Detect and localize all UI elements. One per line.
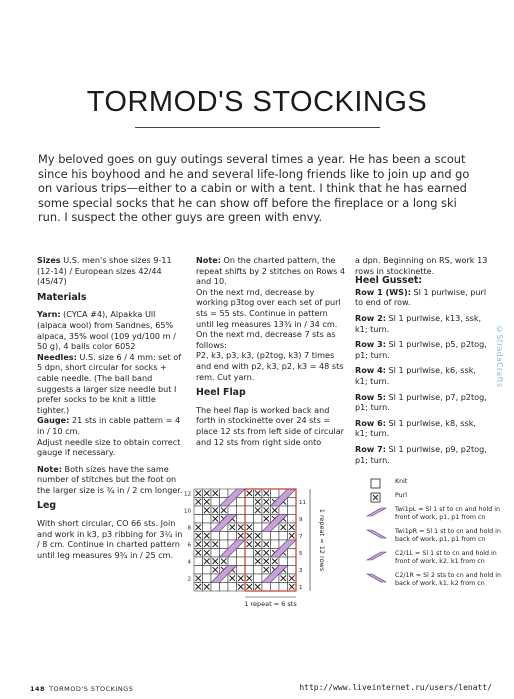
chart-cell [237,506,246,515]
chart-cell [228,557,237,566]
decrease-sequence: P2, k3, p3, k3, (p2tog, k3) 7 times and end with p2, k3, p2, k3 = 48 sts rem. Cut yarn. [196,350,344,382]
row-number-right: 3 [299,568,303,574]
leg-heading: Leg [37,500,57,512]
chart-cell [237,549,246,558]
gauge-note: Adjust needle size to obtain correct gauge if necessary. [37,436,181,458]
legend-text: Twi1pL = Sl 1 st to cn and hold in front of work, p1, p1 from cn [395,506,500,521]
heel-flap-paragraph: The heel flap is worked back and forth in stockinette over 24 sts = place 12 sts from left side of circular and 12 sts from right side onto [196,404,344,447]
leg-paragraph: With short circular, CO 66 sts. Join and work in k3, p3 ribbing for 3¼ in / 8 cm. Continue in charted pattern until leg measures 9¾ in / 25 cm. [37,518,183,560]
yarn-paragraph [37,309,187,351]
heel-flap-heading: Heel Flap [196,387,246,399]
chart-cell [203,574,212,583]
chart-cell [220,532,229,541]
legend-item [355,572,505,588]
chart-cell [237,557,246,566]
gusset-row-text: Sl 1 purlwise, k13, ssk, k1; turn. [355,312,482,334]
gusset-row-text: Sl 1 purlwise, purl to end of row. [355,286,487,308]
chart-cell [262,583,271,592]
chart-cell [262,532,271,541]
row-repeat-label: 1 repeat = 12 rows [318,508,326,572]
chart-cell [245,515,254,524]
row-number-right: 5 [299,551,303,557]
chart-cell [254,574,263,583]
chart-cell [194,515,203,524]
chart-cell [245,498,254,507]
chart-cell [254,566,263,575]
gusset-row [355,287,490,308]
gusset-row-label: Row 4: [355,365,386,376]
row-number-left: 4 [187,559,191,566]
decrease-paragraph: On the next rnd, decrease by working p3tog over each set of purl sts = 55 sts. Continue in pattern until leg measures 13¾ in / 34 cm. On the next rnd, decrease 7 sts as follows: [196,286,341,350]
legend-text: C2/1L = Sl 1 st to cn and hold in front of work, k2, k1 from cn [395,550,497,565]
gusset-row-text: Sl 1 purlwise, k8, ssk, k1; turn. [355,417,476,439]
yarn-text: (CYCA #4), Alpakka Ull (alpaca wool) from Sandnes, 65% alpaca, 35% wool (109 yd/100 m / 50 g), 4 balls color 6052 [37,309,176,352]
row-number-left: 8 [187,525,191,532]
chart-cell [279,532,288,541]
chart-note-paragraph [196,255,346,287]
chart-cell [288,566,297,575]
gauge-label: Gauge: [37,415,70,426]
gauge-text: 21 sts in cable pattern = 4 in / 10 cm. [37,415,181,436]
legend-item [355,550,505,566]
chart-cell [228,583,237,592]
gusset-row-label: Row 5: [355,391,386,402]
chart-cell [237,515,246,524]
gusset-row [355,339,490,360]
gusset-row-label: Row 3: [355,339,386,350]
chart-cell [228,506,237,515]
chart-cell [254,515,263,524]
watermark: ©StradaCrafts [495,325,504,388]
chart-cell [279,557,288,566]
chart-cell [271,532,280,541]
gusset-row-label: Row 2: [355,312,386,323]
chart-cell [279,506,288,515]
gusset-row [355,313,490,334]
row-number-left: 2 [187,576,191,583]
heel-gusset-heading: Heel Gusset: [355,275,423,287]
gusset-row-text: Sl 1 purlwise, p5, p2tog, p1; turn. [355,339,487,360]
note-label: Note: [37,463,62,474]
row-number-left: 10 [184,508,191,515]
chart-note-text: On the charted pattern, the repeat shifts by 2 stitches on Rows 4 and 10. [196,255,346,287]
materials-heading: Materials [37,291,87,303]
chart-cell [211,549,220,558]
legend-item [355,528,505,544]
gusset-row-text: Sl 1 purlwise, p9, p2tog, p1; turn. [355,443,487,465]
cable-c2l-icon [365,550,387,562]
source-url: http://www.liveinternet.ru/users/lenatt/ [299,683,492,692]
chart-cell [211,498,220,507]
chart-cell [220,540,229,549]
chart-cell [203,566,212,575]
legend-symbol [365,492,387,507]
gusset-row-text: Sl 1 purlwise, p7, p2tog, p1; turn. [355,391,487,413]
needles-text: U.S. size 6 / 4 mm: set of 5 dpn, short circular for socks + cable needle. (The ball band suggests a larger size needle but I prefer socks to be knit a little tighter.) [37,351,182,415]
chart-cell [288,498,297,507]
cable-c2r-icon [365,572,387,584]
gusset-row [355,418,490,439]
row-number-right: 1 [299,585,303,591]
chart-cell [228,532,237,541]
legend-text: Purl [395,492,408,499]
legend-item [355,492,505,500]
chart-cell [288,506,297,515]
chart-cell [245,549,254,558]
column-left [37,255,187,566]
legend-symbol [365,478,387,493]
chart-cell [194,566,203,575]
legend-item [355,506,505,522]
gusset-row [355,365,490,386]
knit-square-icon [365,478,387,490]
chart-cell [271,583,280,592]
legend-text: Knit [395,478,408,485]
cable-twist-left-icon [365,506,387,518]
row-number-right: 11 [299,500,306,506]
legend-symbol [365,550,387,565]
stitch-repeat-label: 1 repeat = 6 sts [244,600,297,608]
chart-cell [211,532,220,541]
chart-cell [220,583,229,592]
chart-cell [211,583,220,592]
chart-cell [237,498,246,507]
chart-cell [288,549,297,558]
column-right [355,255,490,470]
gusset-row-text: Sl 1 purlwise, k6, ssk, k1; turn. [355,365,476,386]
legend-symbol [365,528,387,543]
footer-title: TORMOD'S STOCKINGS [49,685,134,693]
gusset-row [355,444,490,465]
legend-item [355,478,505,486]
chart-cell [245,506,254,515]
row-number-right: 7 [299,534,303,540]
column-middle [196,255,346,453]
note-text: Both sizes have the same number of stitches but the foot on the larger size is ¾ in / 2 cm longer. [37,463,183,495]
gusset-row-label: Row 7: [355,443,386,454]
title-rule [135,127,380,128]
yarn-label: Yarn: [37,309,61,320]
row-number-right: 9 [299,517,303,523]
legend-text: C2/1R = Sl 2 sts to cn and hold in back of work, k1, k2 from cn [395,572,501,587]
cable-twist-right-icon [365,528,387,540]
gauge-paragraph [37,415,187,436]
chart-cell [279,583,288,592]
chart-cell [194,506,203,515]
cable-chart [182,485,352,615]
gusset-row-label: Row 1 (WS): [355,286,411,297]
row-number-left: 12 [184,491,191,498]
legend-symbol [365,506,387,521]
note-paragraph [37,464,187,496]
legend-text: Twi1pR = Sl 1 st to cn and hold in back of work, p1, p1 from cn [395,528,501,543]
gusset-row-label: Row 6: [355,417,386,428]
gusset-rows [355,287,490,465]
chart-cell [288,557,297,566]
page-title: TORMOD'S STOCKINGS [86,86,428,118]
needles-label: Needles: [37,351,77,362]
chart-cell [194,557,203,566]
page-number: 148 [30,685,46,693]
chart-legend [355,478,505,594]
chart-cell [271,540,280,549]
needles-paragraph [37,352,187,416]
chart-cell [271,489,280,498]
chart-cell [220,489,229,498]
legend-symbol [365,572,387,587]
intro-paragraph: My beloved goes on guy outings several times a year. He has been a scout since his boyhood and he and several life-long friends like to join up and go on various trips—either to a cabin or with a tent. I think that he has earned some special socks that he can show off before the fireplace or a long ski run. I suspect the other guys are green with envy. [38,152,470,225]
sizes-text: U.S. men's shoe sizes 9-11 (12-14) / European sizes 42/44 (45/47) [37,255,172,287]
chart-cell [254,523,263,532]
purl-square-icon [365,492,387,504]
chart-cell [203,515,212,524]
chart-cell [245,566,254,575]
sizes-label: Sizes [37,255,61,265]
chart-cell [245,557,254,566]
chart-cell [237,566,246,575]
chart-note-label: Note: [196,255,221,265]
chart-cell [203,523,212,532]
page-footer [30,685,133,693]
chart-cell [288,515,297,524]
gusset-row [355,392,490,413]
row-number-left: 6 [187,542,191,549]
sizes-paragraph [37,255,187,287]
heel-flap-continued: a dpn. Beginning on RS, work 13 rows in stockinette. [355,255,488,276]
